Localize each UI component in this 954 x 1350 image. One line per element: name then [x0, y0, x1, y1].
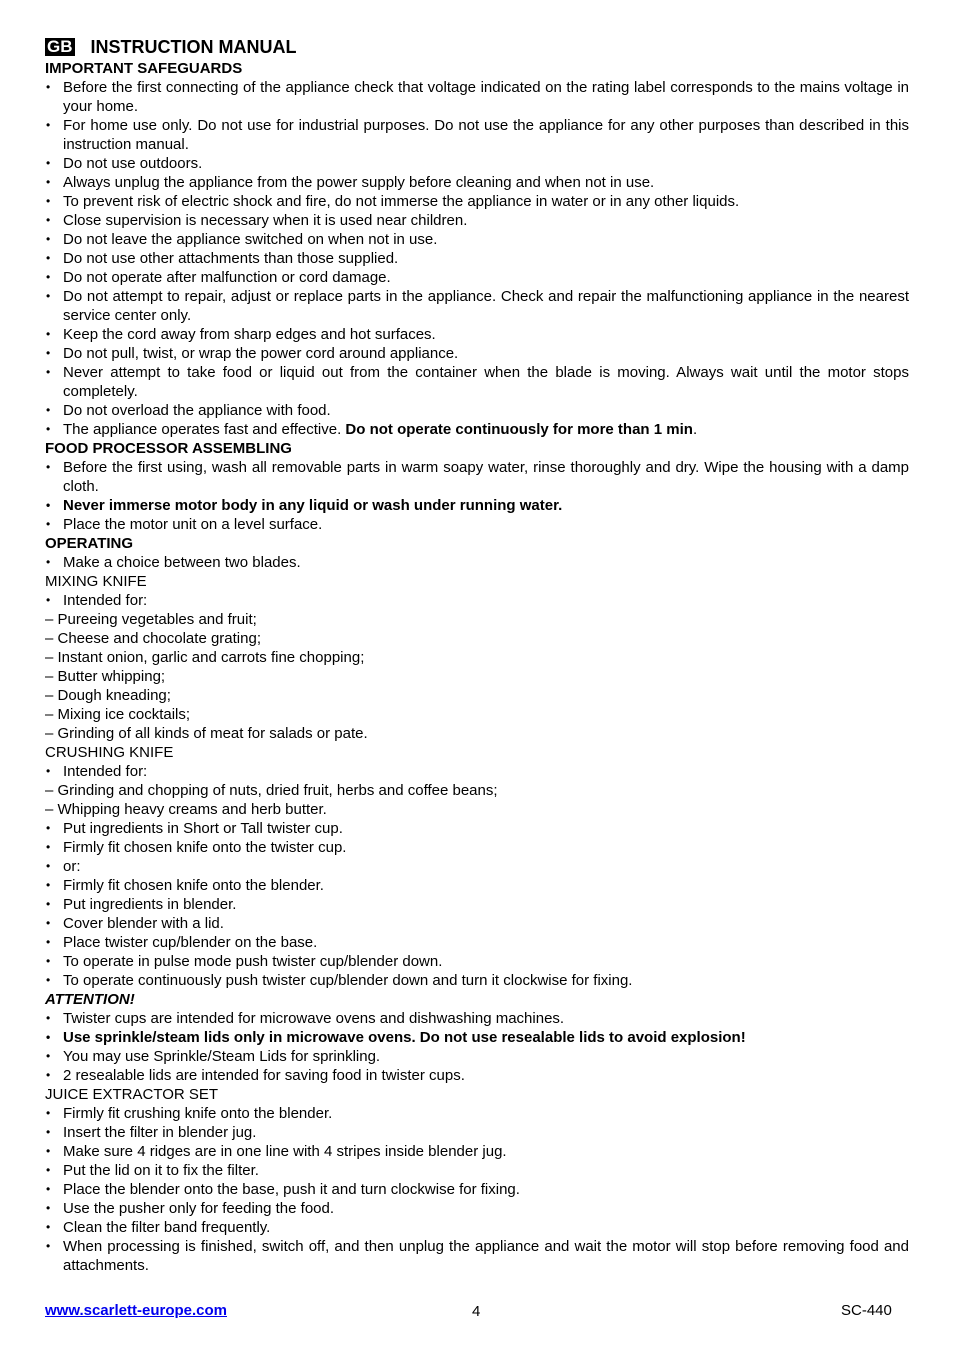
list-item: • Keep the cord away from sharp edges and hot surfaces. — [45, 325, 909, 344]
list-item: • 2 resealable lids are intended for saving food in twister cups. — [45, 1066, 909, 1085]
dash-item: – Butter whipping; — [45, 668, 166, 685]
list-item: • Firmly fit crushing knife onto the blender. — [45, 1104, 909, 1123]
list-item: • Always unplug the appliance from the power supply before cleaning and when not in use. — [45, 173, 909, 192]
page-title: INSTRUCTION MANUAL — [90, 37, 297, 57]
list-item-text: The appliance operates fast and effective. — [63, 421, 346, 438]
list-item: • Clean the filter band frequently. — [45, 1218, 909, 1237]
dash-item: – Grinding and chopping of nuts, dried fruit, herbs and coffee beans; — [45, 782, 498, 799]
list-item: • Twister cups are intended for microwave ovens and dishwashing machines. — [45, 1009, 909, 1028]
assembling-heading: FOOD PROCESSOR ASSEMBLING — [45, 440, 292, 457]
list-item: • Do not operate after malfunction or cord damage. — [45, 268, 909, 287]
list-item-warning: Do not operate continuously for more than 1 min — [345, 421, 693, 438]
list-item: • Before the first connecting of the appliance check that voltage indicated on the rating label corresponds to the mains voltage in your home. — [45, 78, 909, 116]
list-item: • Do not overload the appliance with food. — [45, 401, 909, 420]
list-item: • To operate in pulse mode push twister cup/blender down. — [45, 952, 909, 971]
list-item: • To prevent risk of electric shock and fire, do not immerse the appliance in water or in any other liquids. — [45, 192, 909, 211]
attention-heading: ATTENTION! — [45, 991, 135, 1008]
dash-item: – Cheese and chocolate grating; — [45, 630, 261, 647]
crushing-knife-title: CRUSHING KNIFE — [45, 744, 174, 761]
list-item-warning: • Use sprinkle/steam lids only in microwave ovens. Do not use resealable lids to avoid explosion! — [45, 1028, 909, 1047]
list-item: • Do not use outdoors. — [45, 154, 909, 173]
list-item: • Firmly fit chosen knife onto the blender. — [45, 876, 909, 895]
list-item: • Before the first using, wash all removable parts in warm soapy water, rinse thoroughly and dry. Wipe the housing with a damp cloth. — [45, 458, 909, 496]
list-item: • Place the blender onto the base, push it and turn clockwise for fixing. — [45, 1180, 909, 1199]
safeguards-list — [45, 78, 909, 439]
list-item: • Make sure 4 ridges are in one line with 4 stripes inside blender jug. — [45, 1142, 909, 1161]
website-link[interactable]: www.scarlett-europe.com — [45, 1302, 227, 1319]
list-item: • Close supervision is necessary when it is used near children. — [45, 211, 909, 230]
list-item: • To operate continuously push twister cup/blender down and turn it clockwise for fixing. — [45, 971, 909, 990]
mixing-knife-title: MIXING KNIFE — [45, 573, 147, 590]
manual-page — [45, 36, 909, 1275]
dash-item: – Whipping heavy creams and herb butter. — [45, 801, 327, 818]
list-item: • Intended for: — [45, 591, 909, 610]
list-item: • Insert the filter in blender jug. — [45, 1123, 909, 1142]
juice-extractor-heading: JUICE EXTRACTOR SET — [45, 1086, 219, 1103]
list-item: • Make a choice between two blades. — [45, 553, 909, 572]
list-item: • For home use only. Do not use for industrial purposes. Do not use the appliance for any other purposes than described in this instruction manual. — [45, 116, 909, 154]
list-item — [45, 420, 909, 439]
page-number: 4 — [472, 1303, 481, 1320]
list-item: • Put ingredients in blender. — [45, 895, 909, 914]
page-footer — [45, 1302, 909, 1322]
title-row — [45, 36, 909, 58]
list-item: • Cover blender with a lid. — [45, 914, 909, 933]
list-item: • Use the pusher only for feeding the food. — [45, 1199, 909, 1218]
list-item: • Put the lid on it to fix the filter. — [45, 1161, 909, 1180]
dash-item: – Pureeing vegetables and fruit; — [45, 611, 257, 628]
list-item: • Firmly fit chosen knife onto the twister cup. — [45, 838, 909, 857]
list-item: • Intended for: — [45, 762, 909, 781]
list-item: • Place twister cup/blender on the base. — [45, 933, 909, 952]
list-item: • Put ingredients in Short or Tall twister cup. — [45, 819, 909, 838]
list-item-warning: • Never immerse motor body in any liquid or wash under running water. — [45, 496, 909, 515]
dash-item: – Dough kneading; — [45, 687, 171, 704]
list-item-end: . — [692, 421, 698, 438]
list-item: • Place the motor unit on a level surface. — [45, 515, 909, 534]
list-item: • Do not pull, twist, or wrap the power cord around appliance. — [45, 344, 909, 363]
list-item: • Do not use other attachments than those supplied. — [45, 249, 909, 268]
language-badge: GB — [47, 37, 73, 56]
list-item: • Do not leave the appliance switched on when not in use. — [45, 230, 909, 249]
list-item: • Never attempt to take food or liquid out from the container when the blade is moving. Always wait until the motor stops completely. — [45, 363, 909, 401]
operating-heading: OPERATING — [45, 535, 134, 552]
list-item: • Do not attempt to repair, adjust or replace parts in the appliance. Check and repair the malfunctioning appliance in the nearest service center only. — [45, 287, 909, 325]
dash-item: – Grinding of all kinds of meat for salads or pate. — [45, 725, 368, 742]
dash-item: – Instant onion, garlic and carrots fine chopping; — [45, 649, 365, 666]
model-number: SC-440 — [841, 1302, 892, 1319]
list-item: • You may use Sprinkle/Steam Lids for sprinkling. — [45, 1047, 909, 1066]
safeguards-heading: IMPORTANT SAFEGUARDS — [45, 60, 243, 77]
list-item: • When processing is finished, switch off, and then unplug the appliance and wait the motor will stop before removing food and attachments. — [45, 1237, 909, 1275]
dash-item: – Mixing ice cocktails; — [45, 706, 191, 723]
list-item: • or: — [45, 857, 909, 876]
